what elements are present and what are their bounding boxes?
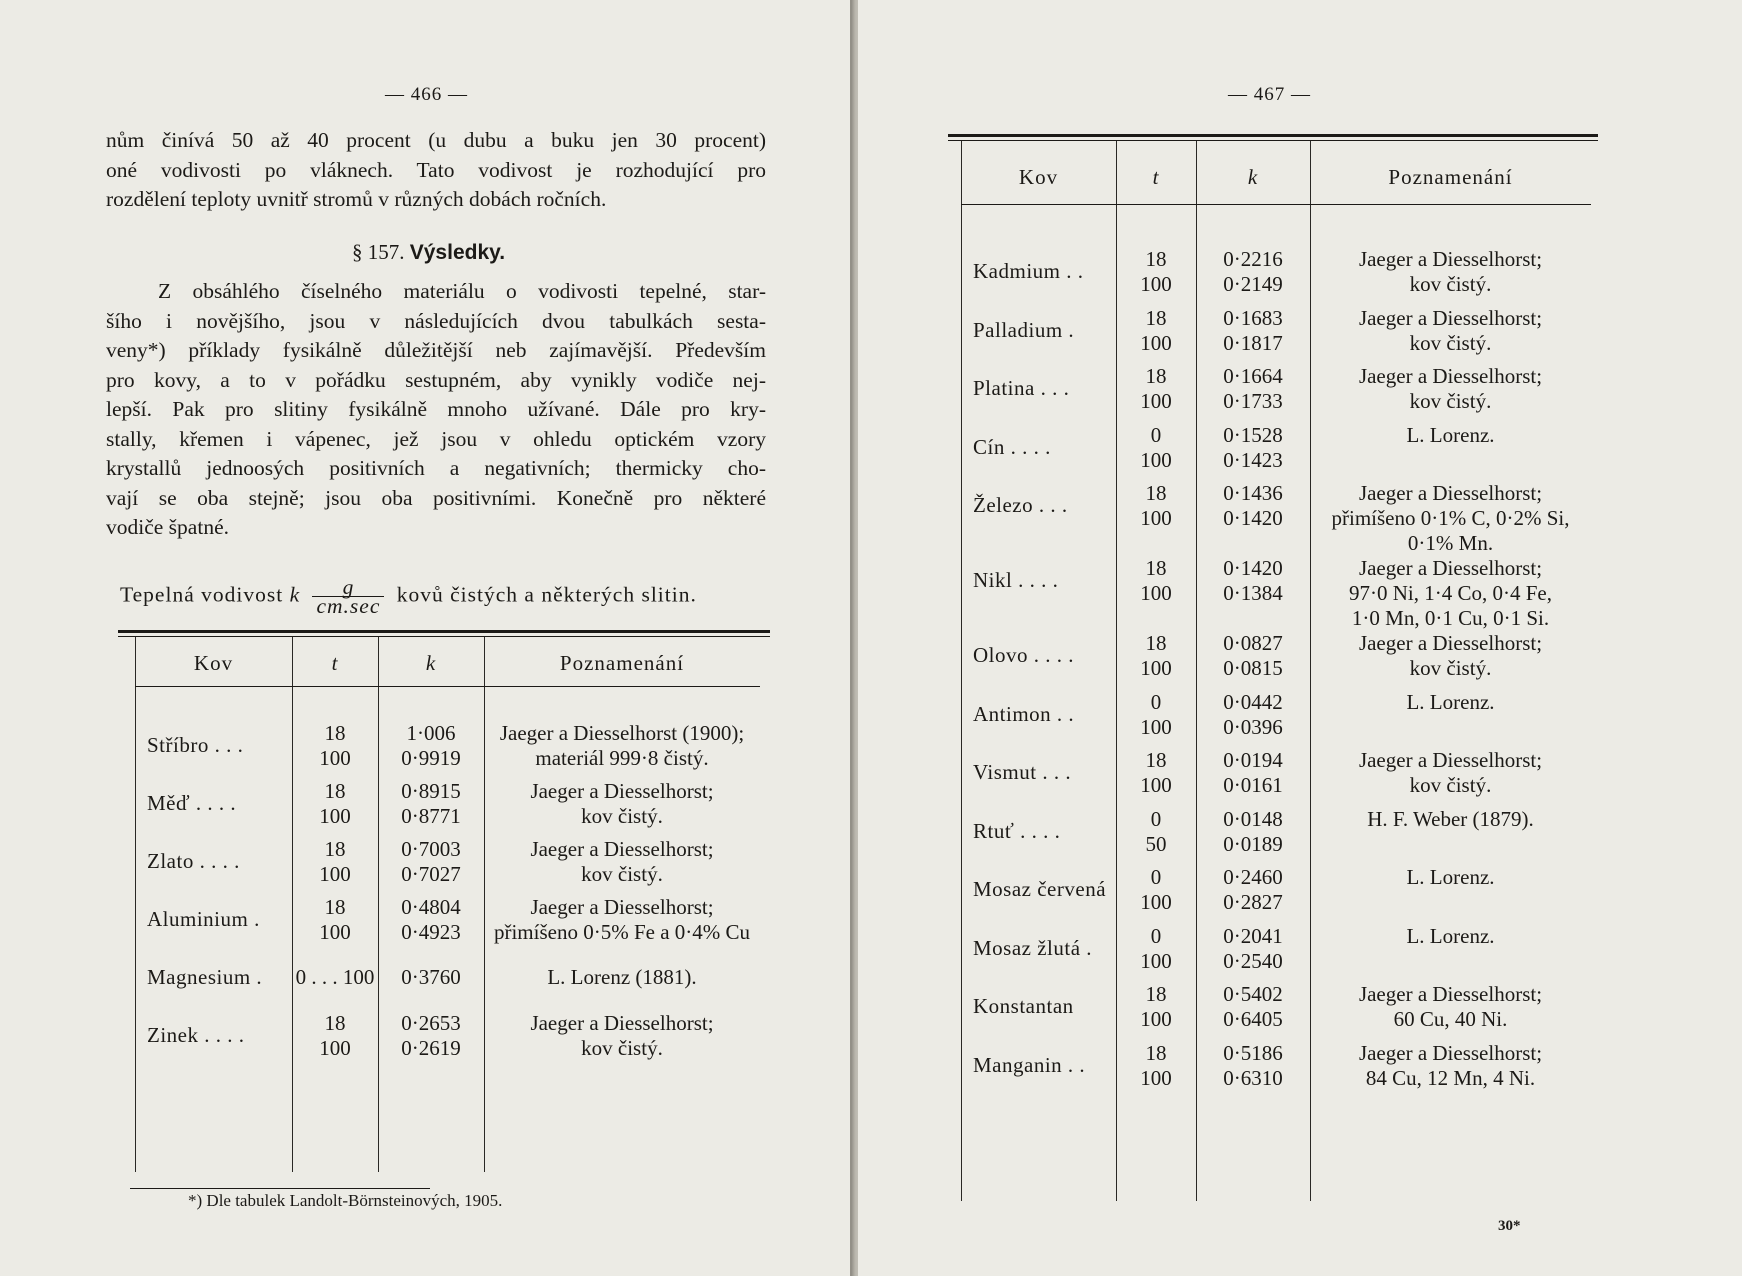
table-row: [135, 895, 760, 953]
source-note: Jaeger a Diesselhorst;: [530, 837, 714, 861]
temperature-value: 18: [324, 721, 346, 745]
source-note: kov čistý.: [581, 804, 663, 828]
table-row: [961, 748, 1591, 807]
table-top-rule-thin: [948, 140, 1598, 141]
source-note: Jaeger a Diesselhorst (1900);: [499, 721, 745, 745]
fraction-denominator: cm.sec: [316, 594, 381, 618]
temperature-value: 100: [319, 1036, 351, 1060]
table-top-rule-thin: [118, 636, 770, 637]
conductivity-value: 0·7003: [401, 837, 461, 861]
temperature-value: 18: [324, 1011, 346, 1035]
conductivity-value: 0·0442: [1223, 689, 1283, 714]
temperature-value: 100: [1140, 389, 1172, 413]
metal-name: Železo . . .: [973, 493, 1068, 517]
metal-name: Rtuť . . . .: [973, 818, 1061, 843]
conductivity-value: 0·0194: [1223, 748, 1283, 772]
conductivity-value: 0·0815: [1223, 656, 1283, 680]
temperature-value: 100: [319, 746, 351, 770]
temperature-value: 18: [1145, 631, 1167, 655]
conductivity-value: 0·8915: [401, 779, 461, 803]
conductivity-value: 0·2653: [401, 1011, 461, 1035]
temperature-value: 100: [1140, 656, 1172, 680]
temperature-value: 100: [1140, 773, 1172, 797]
text-line: vodiče špatné.: [106, 515, 229, 539]
table-row: [961, 481, 1591, 556]
source-note: kov čistý.: [1409, 773, 1492, 797]
metal-name: Zinek . . . .: [147, 1023, 245, 1047]
conductivity-value: 0·1664: [1223, 364, 1283, 388]
source-note: 0·1% Mn.: [1407, 531, 1494, 555]
temperature-value: 18: [1145, 748, 1167, 772]
conductivity-value: 0·1683: [1223, 305, 1283, 330]
caption-text: Tepelná vodivost: [120, 582, 284, 607]
metal-name: Mosaz červená: [973, 877, 1107, 901]
metal-name: Platina . . .: [973, 376, 1070, 400]
source-note: Jaeger a Diesselhorst;: [1358, 247, 1543, 271]
temperature-value: 18: [324, 779, 346, 803]
temperature-value: 0: [1150, 923, 1162, 948]
right-page: [858, 0, 1742, 1276]
table-row: [961, 364, 1591, 423]
source-note: Jaeger a Diesselhorst;: [530, 779, 714, 803]
text-line: rozdělení teploty uvnitř stromů v různých dobách ročních.: [106, 187, 607, 211]
text-line: vají se oba stejně; jsou oba positivními. Konečně pro některé: [106, 485, 766, 510]
header-k: k: [1196, 150, 1310, 205]
left-page: [0, 0, 850, 1276]
table-row: [961, 1041, 1591, 1100]
conductivity-table-pure-metals: [135, 640, 760, 1069]
source-note: L. Lorenz.: [1406, 422, 1495, 447]
metal-name: Manganin . .: [973, 1052, 1086, 1077]
source-note: kov čistý.: [581, 1036, 663, 1060]
conductivity-value: 0·6310: [1223, 1065, 1283, 1090]
conductivity-value: 0·1384: [1223, 581, 1283, 605]
metal-name: Palladium .: [973, 317, 1075, 342]
header-t: t: [1116, 150, 1196, 205]
source-note: Jaeger a Diesselhorst;: [1358, 982, 1543, 1006]
source-note: L. Lorenz.: [1406, 865, 1495, 889]
paragraph-continued: [106, 126, 766, 215]
source-note: Jaeger a Diesselhorst;: [1358, 556, 1543, 580]
temperature-value: 100: [1140, 447, 1172, 472]
table-row: [135, 953, 760, 1011]
table-top-rule: [118, 630, 770, 633]
temperature-value: 50: [1145, 831, 1167, 856]
temperature-value: 100: [1140, 272, 1172, 296]
temperature-value: 18: [1145, 556, 1167, 580]
metal-name: Magnesium .: [147, 965, 263, 989]
source-note: Jaeger a Diesselhorst;: [1358, 631, 1543, 655]
conductivity-value: 0·0148: [1223, 806, 1283, 831]
metal-name: Zlato . . . .: [147, 849, 240, 873]
text-line: nům činívá 50 až 40 procent (u dubu a buku jen 30 procent): [106, 128, 766, 152]
text-line: stally, křemen i vápenec, jež jsou v ohledu optickém vzory: [106, 426, 766, 451]
source-note: Jaeger a Diesselhorst;: [530, 895, 714, 919]
table-row: [135, 1011, 760, 1069]
source-note: Jaeger a Diesselhorst;: [1358, 481, 1543, 505]
text-line: veny*) příklady fysikálně důležitější neb zajímavější. Především: [106, 338, 766, 362]
temperature-value: 100: [319, 804, 351, 828]
header-kov: Kov: [961, 150, 1116, 205]
paragraph-results: [106, 277, 766, 543]
header-poznamenani: Poznamenání: [1310, 150, 1591, 205]
table-row: [961, 556, 1591, 631]
conductivity-table-metals-alloys: [961, 150, 1591, 1099]
metal-name: Mosaz žlutá .: [973, 935, 1093, 960]
conductivity-value: 0·1733: [1223, 389, 1283, 413]
source-note: kov čistý.: [1409, 272, 1492, 296]
table-row: [961, 306, 1591, 365]
section-title: Výsledky.: [409, 241, 506, 264]
metal-name: Cín . . . .: [973, 434, 1051, 459]
source-note: Jaeger a Diesselhorst;: [1358, 1040, 1543, 1065]
text-line: oné vodivosti po vláknech. Tato vodivost je rozhodující pro: [106, 157, 766, 182]
header-t: t: [292, 640, 378, 687]
caption-units-fraction: [312, 575, 384, 618]
source-note: H. F. Weber (1879).: [1367, 806, 1534, 831]
text-line: krystallů jednoosých positivních a negativních; thermicky cho-: [106, 456, 766, 480]
source-note: Jaeger a Diesselhorst;: [530, 1011, 714, 1035]
table-header-row: [135, 640, 760, 687]
caption-text-end: kovů čistých a některých slitin.: [396, 582, 697, 607]
source-note: Jaeger a Diesselhorst;: [1358, 305, 1543, 330]
conductivity-value: 0·9919: [401, 746, 461, 770]
conductivity-value: 0·2149: [1223, 272, 1283, 296]
source-note: L. Lorenz.: [1406, 689, 1495, 714]
page-number: — 467 —: [1228, 84, 1311, 105]
metal-name: Stříbro . . .: [147, 733, 244, 757]
metal-name: Konstantan: [973, 994, 1074, 1018]
temperature-value: 18: [1145, 364, 1167, 388]
text-line: Z obsáhlého číselného materiálu o vodivosti tepelné, star-: [158, 279, 766, 303]
temperature-value: 100: [1140, 1065, 1172, 1090]
section-number: § 157.: [352, 240, 405, 264]
footnote: *) Dle tabulek Landolt-Börnsteinových, 1905.: [188, 1191, 503, 1210]
source-note: Jaeger a Diesselhorst;: [1358, 364, 1543, 388]
source-note: přimíšeno 0·1% C, 0·2% Si,: [1331, 506, 1570, 530]
temperature-value: 100: [1140, 506, 1172, 530]
temperature-value: 18: [324, 895, 346, 919]
conductivity-value: 0·5402: [1223, 982, 1283, 1006]
table-row: [961, 865, 1591, 924]
metal-name: Vismut . . .: [973, 760, 1072, 784]
table-row: [135, 721, 760, 779]
table-header-row: [961, 150, 1591, 205]
temperature-value: 0 . . . 100: [295, 965, 375, 989]
temperature-value: 18: [1145, 247, 1167, 271]
conductivity-value: 0·1420: [1223, 506, 1283, 530]
table-row: [961, 807, 1591, 866]
source-note: přimíšeno 0·5% Fe a 0·4% Cu: [493, 920, 751, 944]
source-note: 60 Cu, 40 Ni.: [1393, 1007, 1508, 1031]
conductivity-value: 0·2460: [1223, 865, 1283, 889]
conductivity-value: 0·8771: [401, 804, 461, 828]
conductivity-value: 1·006: [406, 721, 456, 745]
temperature-value: 100: [1140, 330, 1172, 355]
temperature-value: 100: [1140, 581, 1172, 605]
conductivity-value: 0·1528: [1223, 422, 1283, 447]
metal-name: Aluminium .: [147, 907, 260, 931]
header-k: k: [378, 640, 484, 687]
temperature-value: 100: [319, 862, 351, 886]
conductivity-value: 0·2216: [1223, 247, 1283, 271]
temperature-value: 100: [1140, 1007, 1172, 1031]
conductivity-value: 0·2619: [401, 1036, 461, 1060]
source-note: kov čistý.: [581, 862, 663, 886]
source-note: L. Lorenz.: [1406, 923, 1495, 948]
conductivity-value: 0·7027: [401, 862, 461, 886]
source-note: 1·0 Mn, 0·1 Cu, 0·1 Si.: [1351, 606, 1550, 630]
conductivity-value: 0·1817: [1223, 330, 1283, 355]
source-note: kov čistý.: [1409, 656, 1492, 680]
metal-name: Kadmium . .: [973, 259, 1084, 283]
table-row: [961, 924, 1591, 983]
metal-name: Antimon . .: [973, 701, 1075, 726]
header-poznamenani: Poznamenání: [484, 640, 760, 687]
conductivity-value: 0·0827: [1223, 631, 1283, 655]
table-caption: [120, 575, 697, 618]
conductivity-value: 0·3760: [401, 965, 461, 989]
source-note: L. Lorenz (1881).: [547, 965, 697, 989]
source-note: 84 Cu, 12 Mn, 4 Ni.: [1365, 1065, 1536, 1090]
temperature-value: 100: [1140, 948, 1172, 973]
conductivity-value: 0·6405: [1223, 1007, 1283, 1031]
conductivity-value: 0·4923: [401, 920, 461, 944]
text-line: pro kovy, a to v pořádku sestupném, aby vynikly vodiče nej-: [106, 367, 766, 392]
table-row: [135, 837, 760, 895]
temperature-value: 100: [1140, 714, 1172, 739]
conductivity-value: 0·5186: [1223, 1040, 1283, 1065]
temperature-value: 100: [319, 920, 351, 944]
conductivity-value: 0·2827: [1223, 890, 1283, 914]
table-top-rule: [948, 134, 1598, 137]
temperature-value: 100: [1140, 890, 1172, 914]
table-row: [961, 690, 1591, 749]
metal-name: Nikl . . . .: [973, 568, 1059, 592]
temperature-value: 0: [1150, 865, 1162, 889]
source-note: kov čistý.: [1409, 330, 1492, 355]
conductivity-value: 0·0161: [1223, 773, 1283, 797]
temperature-value: 0: [1150, 689, 1162, 714]
text-line: šího i novějšího, jsou v následujících dvou tabulkách sesta-: [106, 308, 766, 333]
temperature-value: 18: [324, 837, 346, 861]
conductivity-value: 0·1436: [1223, 481, 1283, 505]
caption-k-symbol: k: [289, 582, 301, 607]
table-row: [961, 247, 1591, 306]
conductivity-value: 0·1423: [1223, 447, 1283, 472]
temperature-value: 0: [1150, 806, 1162, 831]
conductivity-value: 0·2041: [1223, 923, 1283, 948]
conductivity-value: 0·4804: [401, 895, 461, 919]
conductivity-value: 0·1420: [1223, 556, 1283, 580]
temperature-value: 0: [1150, 422, 1162, 447]
temperature-value: 18: [1145, 481, 1167, 505]
temperature-value: 18: [1145, 1040, 1167, 1065]
printer-signature-mark: 30*: [1498, 1218, 1521, 1234]
source-note: materiál 999·8 čistý.: [535, 746, 709, 770]
temperature-value: 18: [1145, 982, 1167, 1006]
table-row: [961, 982, 1591, 1041]
metal-name: Měď . . . .: [147, 791, 237, 815]
source-note: Jaeger a Diesselhorst;: [1358, 748, 1543, 772]
text-line: lepší. Pak pro slitiny fysikálně mnoho užívané. Dále pro kry-: [106, 397, 766, 421]
conductivity-value: 0·0396: [1223, 714, 1283, 739]
source-note: kov čistý.: [1409, 389, 1492, 413]
table-row: [135, 779, 760, 837]
fraction-numerator: g: [312, 578, 384, 597]
section-heading: [352, 240, 505, 265]
header-kov: Kov: [135, 640, 292, 687]
temperature-value: 18: [1145, 305, 1167, 330]
conductivity-value: 0·0189: [1223, 831, 1283, 856]
metal-name: Olovo . . . .: [973, 643, 1074, 667]
table-row: [961, 423, 1591, 482]
footnote-rule: [130, 1188, 430, 1189]
conductivity-value: 0·2540: [1223, 948, 1283, 973]
table-row: [961, 631, 1591, 690]
source-note: 97·0 Ni, 1·4 Co, 0·4 Fe,: [1349, 581, 1552, 605]
page-number: — 466 —: [385, 84, 468, 105]
